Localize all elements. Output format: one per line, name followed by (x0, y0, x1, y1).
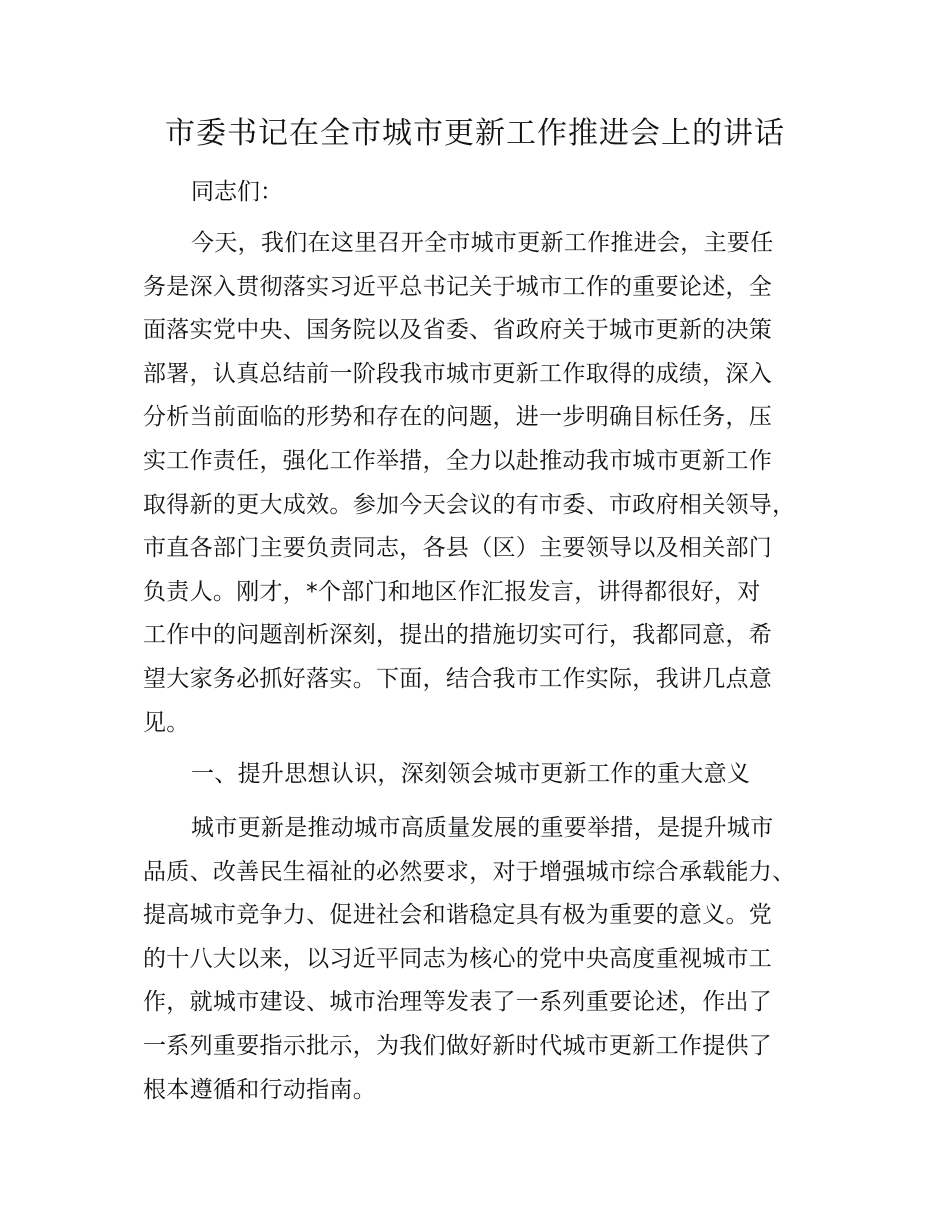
paragraph-line: 实工作责任，强化工作举措，全力以赴推动我市城市更新工作 (143, 447, 773, 474)
paragraph-line: 部署，认真总结前一阶段我市城市更新工作取得的成绩，深入 (143, 360, 773, 387)
paragraph-line: 务是深入贯彻落实习近平总书记关于城市工作的重要论述，全 (143, 273, 773, 300)
paragraph-line: 面落实党中央、国务院以及省委、省政府关于城市更新的决策 (143, 317, 773, 344)
paragraph-line: 作，就城市建设、城市治理等发表了一系列重要论述，作出了 (143, 989, 773, 1016)
paragraph-line: 见。 (143, 709, 190, 736)
paragraph-line: 负责人。刚才，*个部门和地区作汇报发言，讲得都很好，对 (143, 578, 761, 605)
paragraph-line: 今天，我们在这里召开全市城市更新工作推进会，主要任 (191, 230, 774, 256)
paragraph-line: 取得新的更大成效。参加今天会议的有市委、市政府相关领导， (143, 491, 796, 518)
paragraph-line: 望大家务必抓好落实。下面，结合我市工作实际，我讲几点意 (143, 665, 773, 692)
paragraph-line: 分析当前面临的形势和存在的问题，进一步明确目标任务，压 (143, 404, 773, 431)
paragraph-line: 工作中的问题剖析深刻，提出的措施切实可行，我都同意，希 (143, 622, 773, 649)
paragraph-line: 城市更新是推动城市高质量发展的重要举措，是提升城市 (191, 815, 774, 841)
section-heading-text: 一、提升思想认识，深刻领会城市更新工作的重大意义 (191, 761, 751, 787)
document-title: 市委书记在全市城市更新工作推进会上的讲话 (165, 116, 785, 151)
paragraph-line: 根本遵循和行动指南。 (143, 1076, 376, 1103)
paragraph-significance (143, 807, 833, 1112)
paragraph-line: 的十八大以来，以习近平同志为核心的党中央高度重视城市工 (143, 945, 773, 972)
paragraph-line: 品质、改善民生福祉的必然要求，对于增强城市综合承载能力、 (143, 858, 796, 885)
greeting: 同志们： (191, 179, 283, 205)
paragraph-line: 市直各部门主要负责同志，各县（区）主要领导以及相关部门 (143, 535, 773, 562)
section-heading-1 (143, 753, 833, 797)
paragraph-line: 提高城市竞争力、促进社会和谐稳定具有极为重要的意义。党 (143, 902, 773, 929)
paragraph-line: 一系列重要指示批示，为我们做好新时代城市更新工作提供了 (143, 1032, 773, 1059)
paragraph-opening (143, 222, 833, 745)
